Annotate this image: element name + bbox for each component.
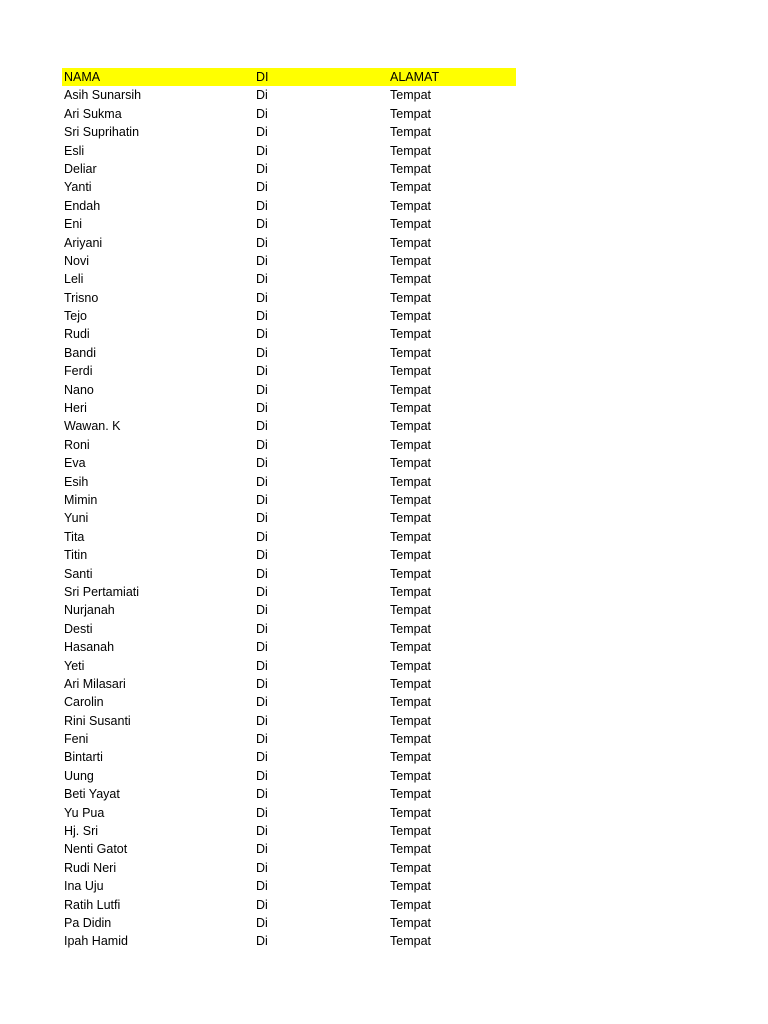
cell-nama[interactable]: Mimin — [64, 492, 98, 507]
cell-di[interactable]: Di — [256, 125, 268, 140]
cell-alamat[interactable]: Tempat — [390, 584, 431, 599]
cell-nama[interactable]: Nurjanah — [64, 603, 115, 618]
cell-alamat[interactable]: Tempat — [390, 824, 431, 839]
cell-alamat[interactable]: Tempat — [390, 125, 431, 140]
cell-nama[interactable]: Yu Pua — [64, 805, 105, 820]
cell-di[interactable]: Di — [256, 382, 268, 397]
cell-di[interactable]: Di — [256, 474, 268, 489]
cell-alamat[interactable]: Tempat — [390, 658, 431, 673]
cell-di[interactable]: Di — [256, 290, 268, 305]
cell-nama[interactable]: Sri Suprihatin — [64, 125, 140, 140]
cell-alamat[interactable]: Tempat — [390, 511, 431, 526]
table-row — [62, 712, 516, 730]
table-row — [62, 252, 516, 270]
cell-di[interactable]: Di — [256, 768, 268, 783]
cell-alamat[interactable]: Tempat — [390, 621, 431, 636]
cell-alamat[interactable]: Tempat — [390, 456, 431, 471]
cell-di[interactable]: Di — [256, 621, 268, 636]
cell-nama[interactable]: Ari Sukma — [64, 106, 122, 121]
cell-nama[interactable]: Heri — [64, 401, 87, 416]
cell-di[interactable]: Di — [256, 879, 268, 894]
cell-nama[interactable]: Santi — [64, 566, 93, 581]
cell-alamat[interactable]: Tempat — [390, 419, 431, 434]
cell-nama[interactable]: Feni — [64, 732, 89, 747]
cell-di[interactable]: Di — [256, 364, 268, 379]
cell-alamat[interactable]: Tempat — [390, 492, 431, 507]
cell-di[interactable]: Di — [256, 897, 268, 912]
cell-di[interactable]: Di — [256, 915, 268, 930]
table-row — [62, 325, 516, 343]
cell-di[interactable]: Di — [256, 456, 268, 471]
table-row — [62, 509, 516, 527]
cell-nama[interactable]: Bandi — [64, 345, 96, 360]
cell-alamat[interactable]: Tempat — [390, 879, 431, 894]
cell-nama[interactable]: Ipah Hamid — [64, 934, 128, 949]
table-row — [62, 528, 516, 546]
cell-alamat[interactable]: Tempat — [390, 805, 431, 820]
table-row — [62, 417, 516, 435]
cell-nama[interactable]: Hasanah — [64, 640, 115, 655]
cell-di[interactable]: Di — [256, 860, 268, 875]
cell-di[interactable]: Di — [256, 934, 268, 949]
cell-nama[interactable]: Beti Yayat — [64, 787, 120, 802]
cell-nama[interactable]: Leli — [64, 272, 84, 287]
cell-alamat[interactable]: Tempat — [390, 235, 431, 250]
table-row — [62, 178, 516, 196]
cell-alamat[interactable]: Tempat — [390, 566, 431, 581]
cell-di[interactable]: Di — [256, 180, 268, 195]
cell-nama[interactable]: Deliar — [64, 161, 97, 176]
cell-alamat[interactable]: Tempat — [390, 401, 431, 416]
table-row — [62, 160, 516, 178]
cell-alamat[interactable]: Tempat — [390, 198, 431, 213]
header-cell-di[interactable]: DI — [256, 70, 269, 84]
table-row — [62, 914, 516, 932]
table-row — [62, 583, 516, 601]
cell-nama[interactable]: Desti — [64, 621, 93, 636]
table-row — [62, 307, 516, 325]
cell-di[interactable]: Di — [256, 658, 268, 673]
table-row — [62, 123, 516, 141]
cell-di[interactable]: Di — [256, 235, 268, 250]
header-cell-alamat[interactable]: ALAMAT — [390, 70, 440, 84]
table-row — [62, 234, 516, 252]
cell-di[interactable]: Di — [256, 732, 268, 747]
table-row — [62, 730, 516, 748]
cell-nama[interactable]: Uung — [64, 768, 94, 783]
table-row — [62, 804, 516, 822]
cell-alamat[interactable]: Tempat — [390, 897, 431, 912]
cell-nama[interactable]: Trisno — [64, 290, 99, 305]
cell-di[interactable]: Di — [256, 787, 268, 802]
cell-nama[interactable]: Yanti — [64, 180, 92, 195]
cell-di[interactable]: Di — [256, 437, 268, 452]
cell-nama[interactable]: Tejo — [64, 309, 87, 324]
cell-alamat[interactable]: Tempat — [390, 750, 431, 765]
cell-alamat[interactable]: Tempat — [390, 713, 431, 728]
cell-nama[interactable]: Yuni — [64, 511, 89, 526]
cell-di[interactable]: Di — [256, 548, 268, 563]
cell-alamat[interactable]: Tempat — [390, 290, 431, 305]
cell-di[interactable]: Di — [256, 217, 268, 232]
cell-nama[interactable]: Titin — [64, 548, 88, 563]
table-row — [62, 693, 516, 711]
table-row — [62, 270, 516, 288]
cell-nama[interactable]: Yeti — [64, 658, 85, 673]
table-row — [62, 565, 516, 583]
cell-alamat[interactable]: Tempat — [390, 364, 431, 379]
table-row — [62, 932, 516, 950]
cell-alamat[interactable]: Tempat — [390, 437, 431, 452]
table-row — [62, 289, 516, 307]
cell-alamat[interactable]: Tempat — [390, 309, 431, 324]
table-row — [62, 86, 516, 104]
cell-alamat[interactable]: Tempat — [390, 860, 431, 875]
table-row — [62, 785, 516, 803]
cell-di[interactable]: Di — [256, 584, 268, 599]
table-row — [62, 638, 516, 656]
cell-di[interactable]: Di — [256, 805, 268, 820]
table-row — [62, 344, 516, 362]
cell-nama[interactable]: Asih Sunarsih — [64, 88, 142, 103]
cell-nama[interactable]: Sri Pertamiati — [64, 584, 140, 599]
cell-alamat[interactable]: Tempat — [390, 934, 431, 949]
cell-di[interactable]: Di — [256, 529, 268, 544]
cell-nama[interactable]: Endah — [64, 198, 101, 213]
cell-di[interactable]: Di — [256, 566, 268, 581]
cell-alamat[interactable]: Tempat — [390, 787, 431, 802]
cell-di[interactable]: Di — [256, 713, 268, 728]
table-row — [62, 546, 516, 564]
cell-nama[interactable]: Ari Milasari — [64, 676, 126, 691]
cell-di[interactable]: Di — [256, 511, 268, 526]
cell-di[interactable]: Di — [256, 143, 268, 158]
cell-nama[interactable]: Rudi — [64, 327, 90, 342]
cell-nama[interactable]: Wawan. K — [64, 419, 121, 434]
cell-nama[interactable]: Hj. Sri — [64, 824, 99, 839]
cell-alamat[interactable]: Tempat — [390, 382, 431, 397]
cell-alamat[interactable]: Tempat — [390, 88, 431, 103]
table-row — [62, 840, 516, 858]
cell-nama[interactable]: Eva — [64, 456, 86, 471]
cell-alamat[interactable]: Tempat — [390, 915, 431, 930]
cell-nama[interactable]: Tita — [64, 529, 85, 544]
cell-di[interactable]: Di — [256, 640, 268, 655]
table-row — [62, 675, 516, 693]
cell-di[interactable]: Di — [256, 198, 268, 213]
cell-alamat[interactable]: Tempat — [390, 161, 431, 176]
cell-di[interactable]: Di — [256, 272, 268, 287]
cell-alamat[interactable]: Tempat — [390, 732, 431, 747]
cell-di[interactable]: Di — [256, 676, 268, 691]
spreadsheet-table — [62, 68, 516, 951]
table-row — [62, 436, 516, 454]
cell-di[interactable]: Di — [256, 419, 268, 434]
cell-nama[interactable]: Carolin — [64, 695, 104, 710]
cell-di[interactable]: Di — [256, 824, 268, 839]
cell-di[interactable]: Di — [256, 750, 268, 765]
cell-alamat[interactable]: Tempat — [390, 253, 431, 268]
cell-di[interactable]: Di — [256, 842, 268, 857]
cell-di[interactable]: Di — [256, 401, 268, 416]
header-cell-nama[interactable]: NAMA — [64, 70, 101, 84]
cell-alamat[interactable]: Tempat — [390, 603, 431, 618]
table-row — [62, 748, 516, 766]
cell-nama[interactable]: Ferdi — [64, 364, 93, 379]
cell-alamat[interactable]: Tempat — [390, 217, 431, 232]
table-row — [62, 822, 516, 840]
cell-alamat[interactable]: Tempat — [390, 272, 431, 287]
table-row — [62, 105, 516, 123]
cell-di[interactable]: Di — [256, 603, 268, 618]
cell-alamat[interactable]: Tempat — [390, 695, 431, 710]
table-row — [62, 381, 516, 399]
table-row — [62, 620, 516, 638]
table-row — [62, 657, 516, 675]
cell-alamat[interactable]: Tempat — [390, 768, 431, 783]
table-row — [62, 877, 516, 895]
cell-alamat[interactable]: Tempat — [390, 345, 431, 360]
cell-alamat[interactable]: Tempat — [390, 106, 431, 121]
table-row — [62, 767, 516, 785]
table-row — [62, 362, 516, 380]
table-row — [62, 473, 516, 491]
cell-nama[interactable]: Esih — [64, 474, 89, 489]
cell-nama[interactable]: Pa Didin — [64, 915, 112, 930]
cell-alamat[interactable]: Tempat — [390, 529, 431, 544]
cell-di[interactable]: Di — [256, 345, 268, 360]
cell-nama[interactable]: Esli — [64, 143, 85, 158]
header-row — [62, 68, 516, 86]
cell-alamat[interactable]: Tempat — [390, 640, 431, 655]
cell-nama[interactable]: Ina Uju — [64, 879, 104, 894]
cell-nama[interactable]: Nenti Gatot — [64, 842, 128, 857]
cell-nama[interactable]: Roni — [64, 437, 90, 452]
cell-di[interactable]: Di — [256, 106, 268, 121]
table-row — [62, 454, 516, 472]
cell-alamat[interactable]: Tempat — [390, 676, 431, 691]
cell-alamat[interactable]: Tempat — [390, 474, 431, 489]
cell-alamat[interactable]: Tempat — [390, 143, 431, 158]
table-row — [62, 399, 516, 417]
cell-di[interactable]: Di — [256, 309, 268, 324]
cell-alamat[interactable]: Tempat — [390, 180, 431, 195]
table-body — [62, 86, 516, 950]
table-row — [62, 859, 516, 877]
cell-nama[interactable]: Bintarti — [64, 750, 103, 765]
cell-nama[interactable]: Nano — [64, 382, 94, 397]
cell-di[interactable]: Di — [256, 253, 268, 268]
cell-alamat[interactable]: Tempat — [390, 327, 431, 342]
cell-nama[interactable]: Eni — [64, 217, 83, 232]
table-row — [62, 491, 516, 509]
table-row — [62, 215, 516, 233]
table-row — [62, 197, 516, 215]
cell-di[interactable]: Di — [256, 492, 268, 507]
cell-nama[interactable]: Novi — [64, 253, 90, 268]
cell-di[interactable]: Di — [256, 161, 268, 176]
table-row — [62, 896, 516, 914]
table-row — [62, 601, 516, 619]
cell-nama[interactable]: Ariyani — [64, 235, 103, 250]
cell-nama[interactable]: Rudi Neri — [64, 860, 117, 875]
cell-nama[interactable]: Ratih Lutfi — [64, 897, 121, 912]
cell-di[interactable]: Di — [256, 88, 268, 103]
cell-di[interactable]: Di — [256, 695, 268, 710]
table-row — [62, 142, 516, 160]
cell-nama[interactable]: Rini Susanti — [64, 713, 131, 728]
cell-alamat[interactable]: Tempat — [390, 842, 431, 857]
cell-di[interactable]: Di — [256, 327, 268, 342]
cell-alamat[interactable]: Tempat — [390, 548, 431, 563]
